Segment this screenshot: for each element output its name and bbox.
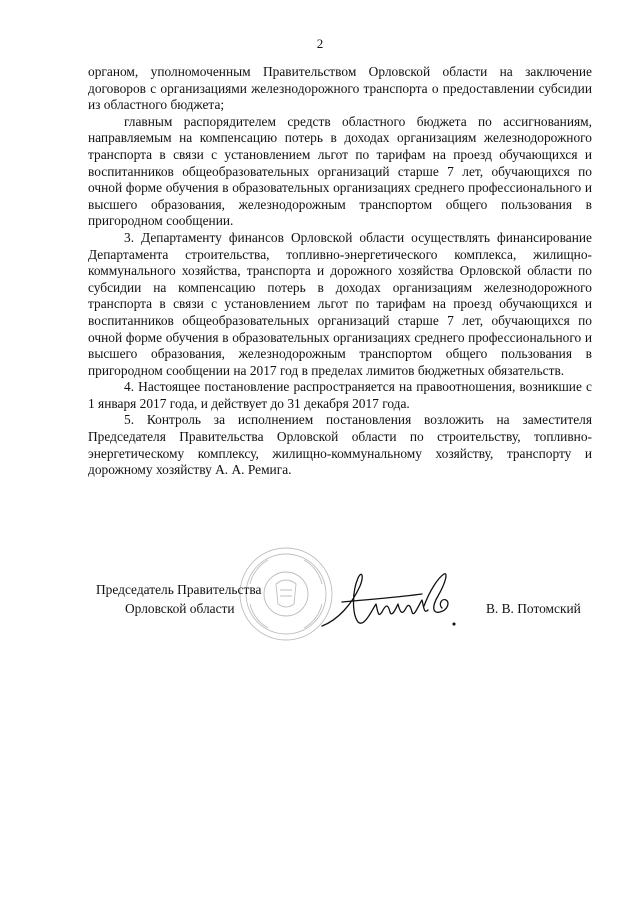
signatory-title-line-2: Орловской области bbox=[125, 601, 235, 616]
signatory-name: В. В. Потомский bbox=[486, 601, 581, 616]
signatory-title-line-1: Председатель Правительства bbox=[96, 582, 262, 597]
paragraph-item-4: 4. Настоящее постановление распространяется на правоотношения, возникшие с 1 января 2017 года, и действует до 31 декабря 2017 года. bbox=[88, 379, 592, 411]
paragraph-continuation: органом, уполномоченным Правительством Орловской области на заключение договоров с организациями железнодорожного транспорта о предоставлении субсидии из областного бюджета; bbox=[88, 64, 592, 113]
paragraph-item-5: 5. Контроль за исполнением постановления возложить на заместителя Председателя Правительства Орловской области по строительству, топливно-энергетическому комплексу, жилищно-коммунальному хозяйству, транспорту и дорожному хозяйству А. А. Ремига. bbox=[88, 412, 592, 478]
paragraph-budget-manager: главным распорядителем средств областного бюджета по ассигнованиям, направляемым на компенсацию потерь в доходах организациям железнодорожного транспорта в связи с установлением льгот по тарифам на проезд обучающихся и воспитанников общеобразовательных организаций старше 7 лет, обучающихся по очной форме обучения в образовательных организациях среднего профессионального и высшего образования, железнодорожным транспортом общего пользования в пригородном сообщении. bbox=[88, 113, 592, 229]
paragraph-item-3: 3. Департаменту финансов Орловской области осуществлять финансирование Департамента строительства, топливно-энергетического комплекса, жилищно-коммунального хозяйства, транспорта и дорожного хозяйства Орловской области по субсидии на компенсацию потерь в доходах организациям железнодорожного транспорта в связи с установлением льгот по тарифам на проезд обучающихся и воспитанников общеобразовательных организаций старше 7 лет, обучающихся по очной форме обучения в образовательных организациях среднего профессионального и высшего образования, железнодорожным транспортом общего пользования в пригородном сообщении на 2017 год в пределах лимитов бюджетных обязательств. bbox=[88, 229, 592, 378]
handwritten-signature bbox=[312, 560, 472, 640]
page-number: 2 bbox=[316, 36, 324, 51]
document-body bbox=[88, 64, 592, 479]
